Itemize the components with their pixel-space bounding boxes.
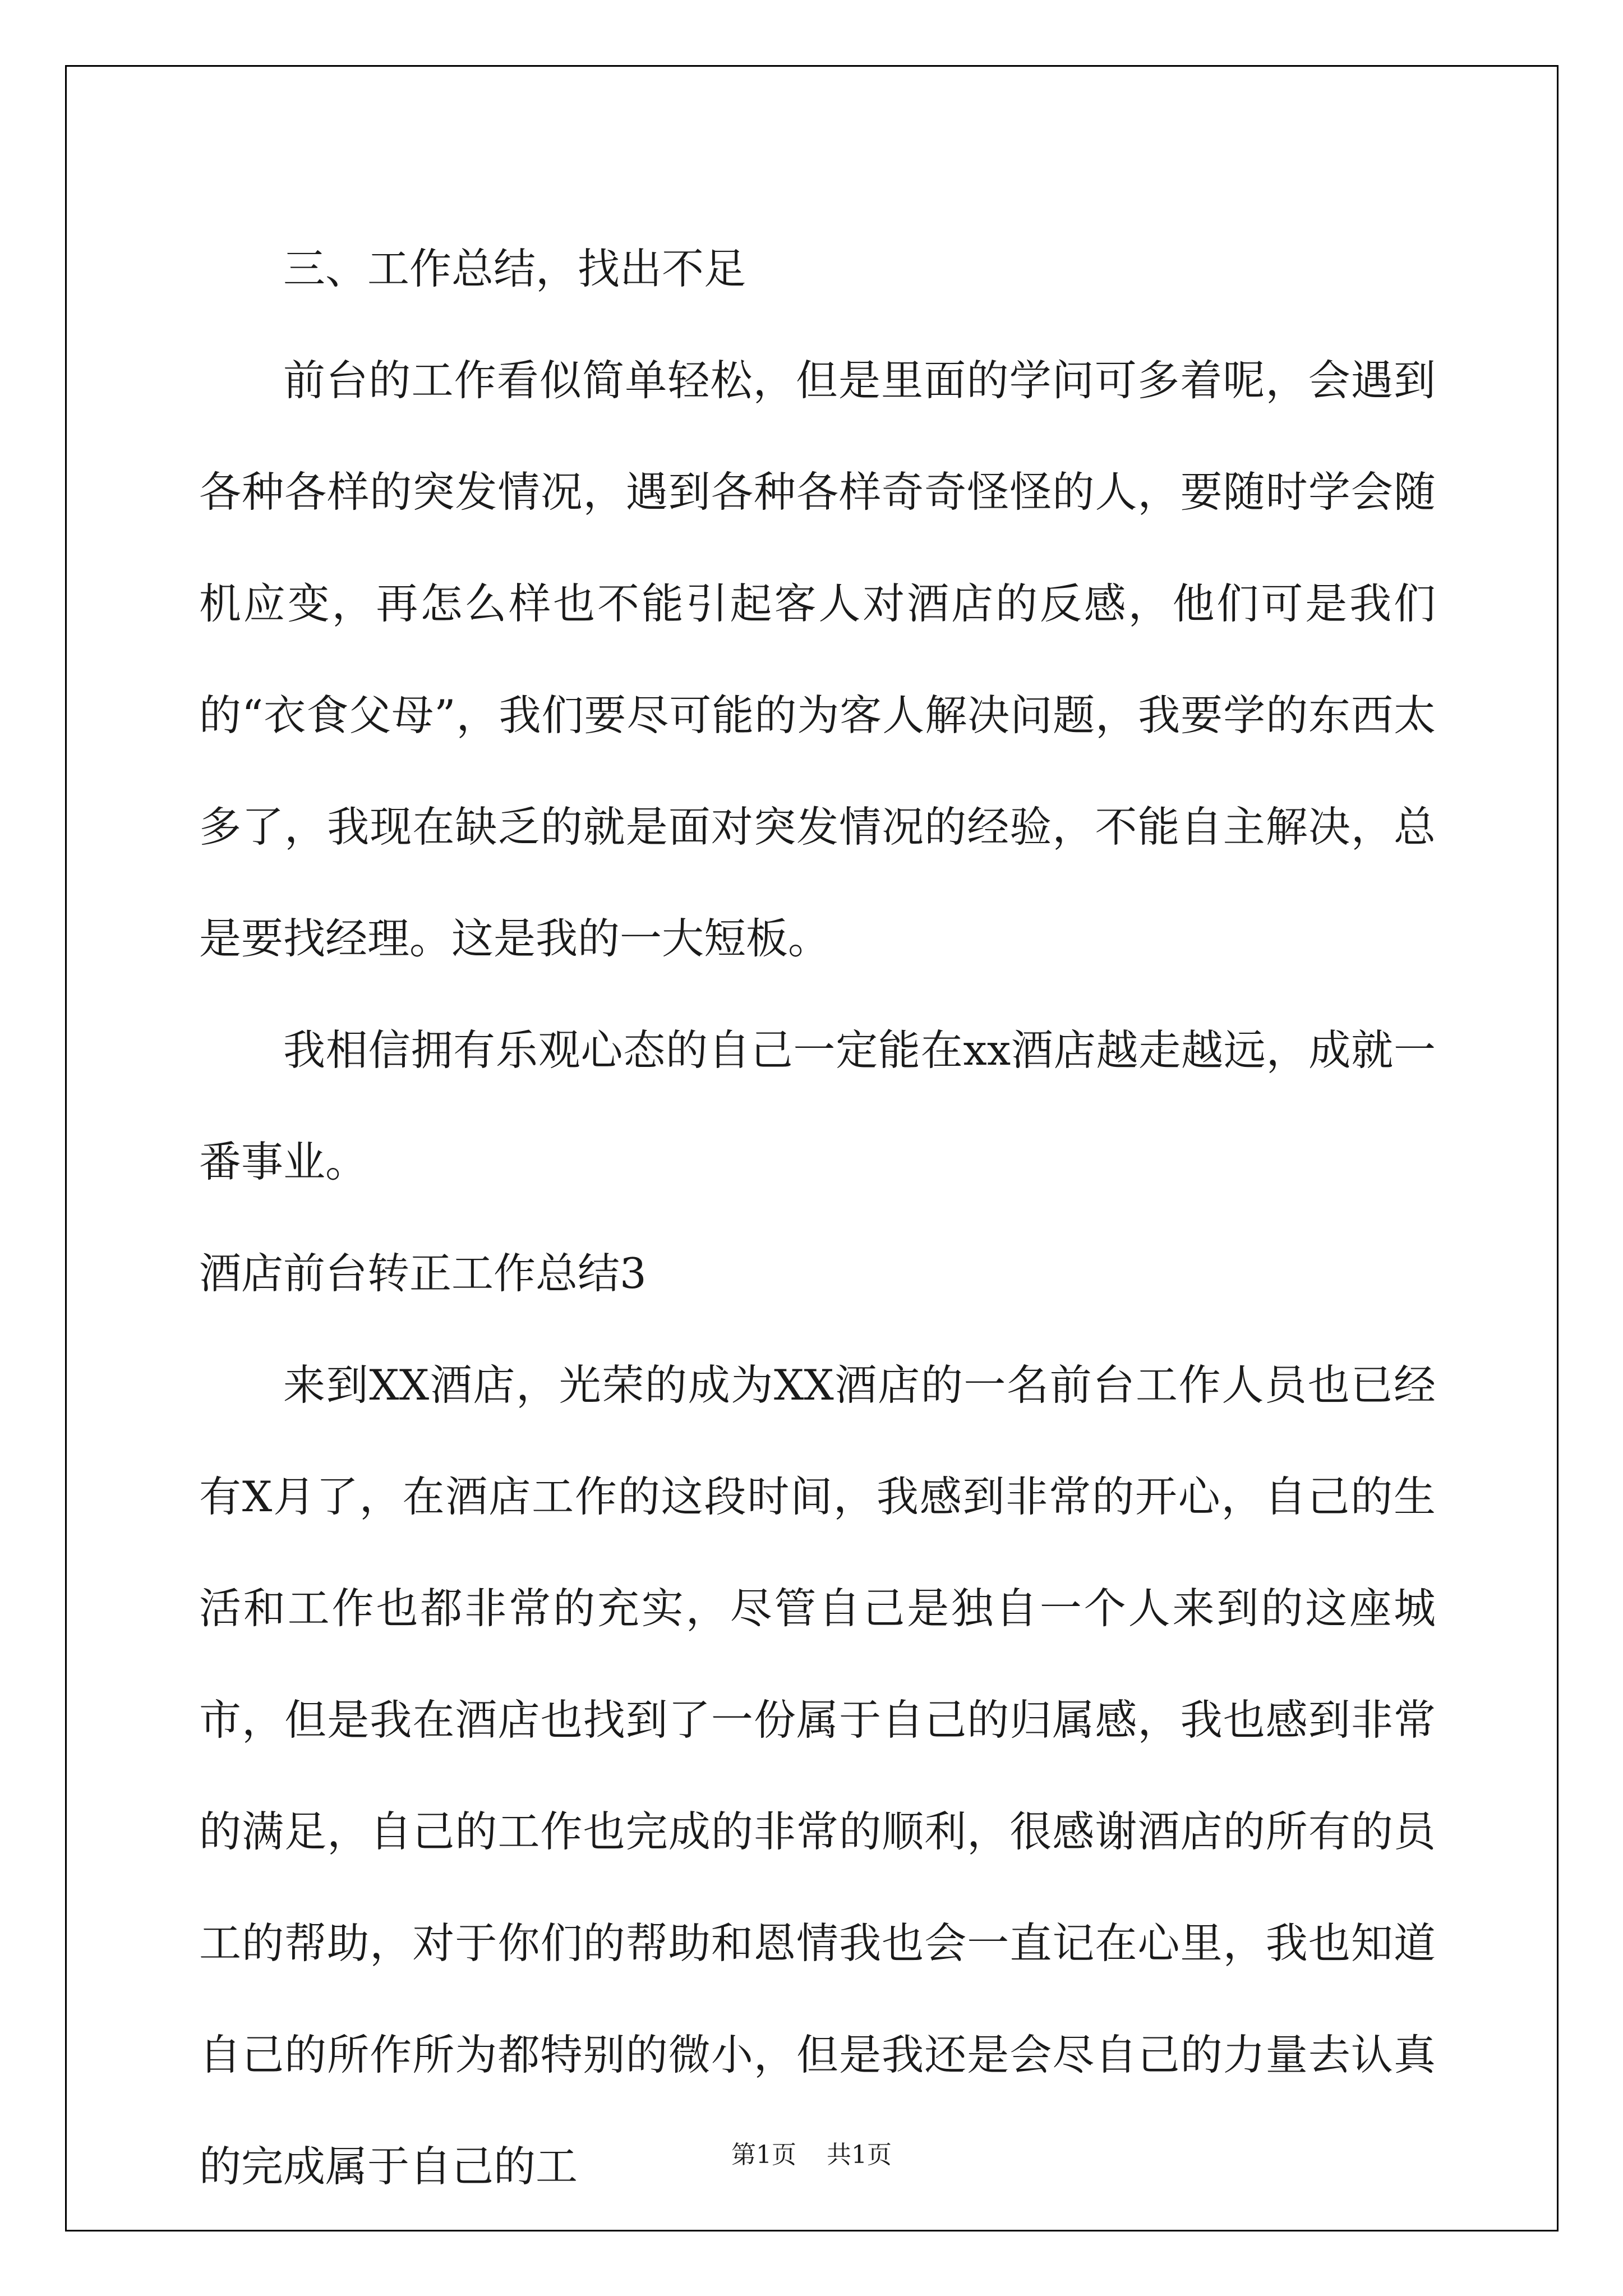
paragraph: 来到XX酒店，光荣的成为XX酒店的一名前台工作人员也已经有X月了，在酒店工作的这段时间，我感到非常的开心，自己的生活和工作也都非常的充实，尽管自己是独自一个人来到的这座城市，但是我在酒店也找到了一份属于自己的归属感，我也感到非常的满足，自己的工作也完成的非常的顺利，很感谢酒店的所有的员工的帮助，对于你们的帮助和恩情我也会一直记在心里，我也知道自己的所作所为都特别的微小，但是我还是会尽自己的力量去认真的完成属于自己的工 — [199, 1360, 1436, 2191]
paragraph: 我相信拥有乐观心态的自己一定能在xx酒店越走越远，成就一番事业。 — [199, 1025, 1436, 1186]
paragraph: 前台的工作看似简单轻松，但是里面的学问可多着呢，会遇到各种各样的突发情况，遇到各种各样奇奇怪怪的人，要随时学会随机应变，再怎么样也不能引起客人对酒店的反感，他们可是我们的“衣食父母”，我们要尽可能的为客人解决问题，我要学的东西太多了，我现在缺乏的就是面对突发情况的经验，不能自主解决，总是要找经理。这是我的一大短板。 — [199, 356, 1436, 963]
page-footer — [0, 2134, 1623, 2170]
page-total: 共1页 — [827, 2141, 892, 2169]
section-heading: 三、工作总结，找出不足 — [283, 244, 746, 293]
document-body — [199, 213, 1436, 2223]
page-number: 第1页 — [731, 2141, 796, 2169]
article-title: 酒店前台转正工作总结3 — [199, 1249, 647, 1298]
